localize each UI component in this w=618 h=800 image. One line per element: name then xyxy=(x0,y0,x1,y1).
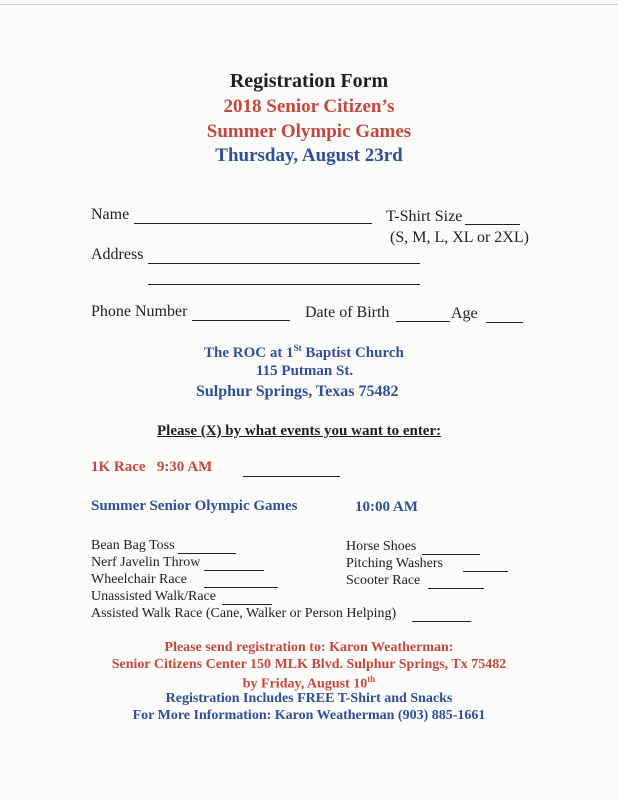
form-title: Registration Form xyxy=(229,70,389,92)
senior-center-address: Senior Citizens Center 150 MLK Blvd. Sulphur Springs, Tx 75482 xyxy=(111,657,507,672)
instructions-heading: Please (X) by what events you want to enter: xyxy=(157,423,442,439)
event-scooter-race-field[interactable] xyxy=(428,588,484,589)
venue-street: 115 Putman St. xyxy=(256,363,354,379)
event-scooter-race-label: Scooter Race xyxy=(346,573,421,588)
registration-deadline xyxy=(0,674,618,693)
send-registration-to: Please send registration to: Karon Weatherman: xyxy=(164,640,454,655)
address-field-line2[interactable] xyxy=(148,284,420,285)
event-nerf-javelin-field[interactable] xyxy=(204,570,264,571)
deadline-text: by Friday, August 10 xyxy=(242,676,368,692)
event-assisted-walk-field[interactable] xyxy=(412,621,471,622)
event-year-title: 2018 Senior Citizen’s xyxy=(223,96,395,117)
venue-ordinal: St xyxy=(293,343,302,353)
venue-name xyxy=(204,343,404,362)
deadline-ordinal: th xyxy=(367,674,376,684)
venue-name-text: The ROC at 1 xyxy=(204,345,294,361)
event-assisted-walk-label: Assisted Walk Race (Cane, Walker or Person Helping) xyxy=(91,606,397,621)
address-field-line1[interactable] xyxy=(148,263,420,264)
name-field[interactable] xyxy=(134,223,372,224)
tshirt-size-options: (S, M, L, XL or 2XL) xyxy=(390,229,529,246)
games-heading: Summer Senior Olympic Games xyxy=(91,498,298,514)
more-information-contact: For More Information: Karon Weatherman (903) 885-1661 xyxy=(132,708,486,723)
games-time: 10:00 AM xyxy=(355,499,418,515)
race-1k-label: 1K Race 9:30 AM xyxy=(91,459,213,475)
name-label: Name xyxy=(91,206,130,223)
event-wheelchair-race-label: Wheelchair Race xyxy=(91,572,187,587)
venue-church-text: Baptist Church xyxy=(301,345,404,361)
age-label: Age xyxy=(451,305,478,322)
event-wheelchair-race-field[interactable] xyxy=(204,587,278,588)
event-date: Thursday, August 23rd xyxy=(215,145,403,166)
event-name-title: Summer Olympic Games xyxy=(206,121,412,142)
event-nerf-javelin-label: Nerf Javelin Throw xyxy=(91,555,201,570)
event-bean-bag-toss-label: Bean Bag Toss xyxy=(91,538,175,553)
tshirt-size-label: T-Shirt Size xyxy=(386,208,463,225)
age-field[interactable] xyxy=(486,322,523,323)
event-unassisted-walk-label: Unassisted Walk/Race xyxy=(91,589,216,604)
event-pitching-washers-label: Pitching Washers xyxy=(346,556,443,571)
phone-number-label: Phone Number xyxy=(91,303,188,320)
venue-city: Sulphur Springs, Texas 75482 xyxy=(196,383,399,400)
phone-number-field[interactable] xyxy=(192,320,290,321)
race-1k-entry-field[interactable] xyxy=(243,476,340,477)
event-pitching-washers-field[interactable] xyxy=(463,571,508,572)
registration-includes: Registration Includes FREE T-Shirt and Snacks xyxy=(165,691,453,706)
event-horse-shoes-field[interactable] xyxy=(422,554,480,555)
address-label: Address xyxy=(91,246,144,263)
date-of-birth-label: Date of Birth xyxy=(305,304,390,321)
date-of-birth-field[interactable] xyxy=(396,321,450,322)
page-edge xyxy=(0,4,618,5)
event-bean-bag-toss-field[interactable] xyxy=(178,553,236,554)
event-horse-shoes-label: Horse Shoes xyxy=(346,539,417,554)
event-unassisted-walk-field[interactable] xyxy=(222,604,272,605)
tshirt-size-field[interactable] xyxy=(465,224,520,225)
